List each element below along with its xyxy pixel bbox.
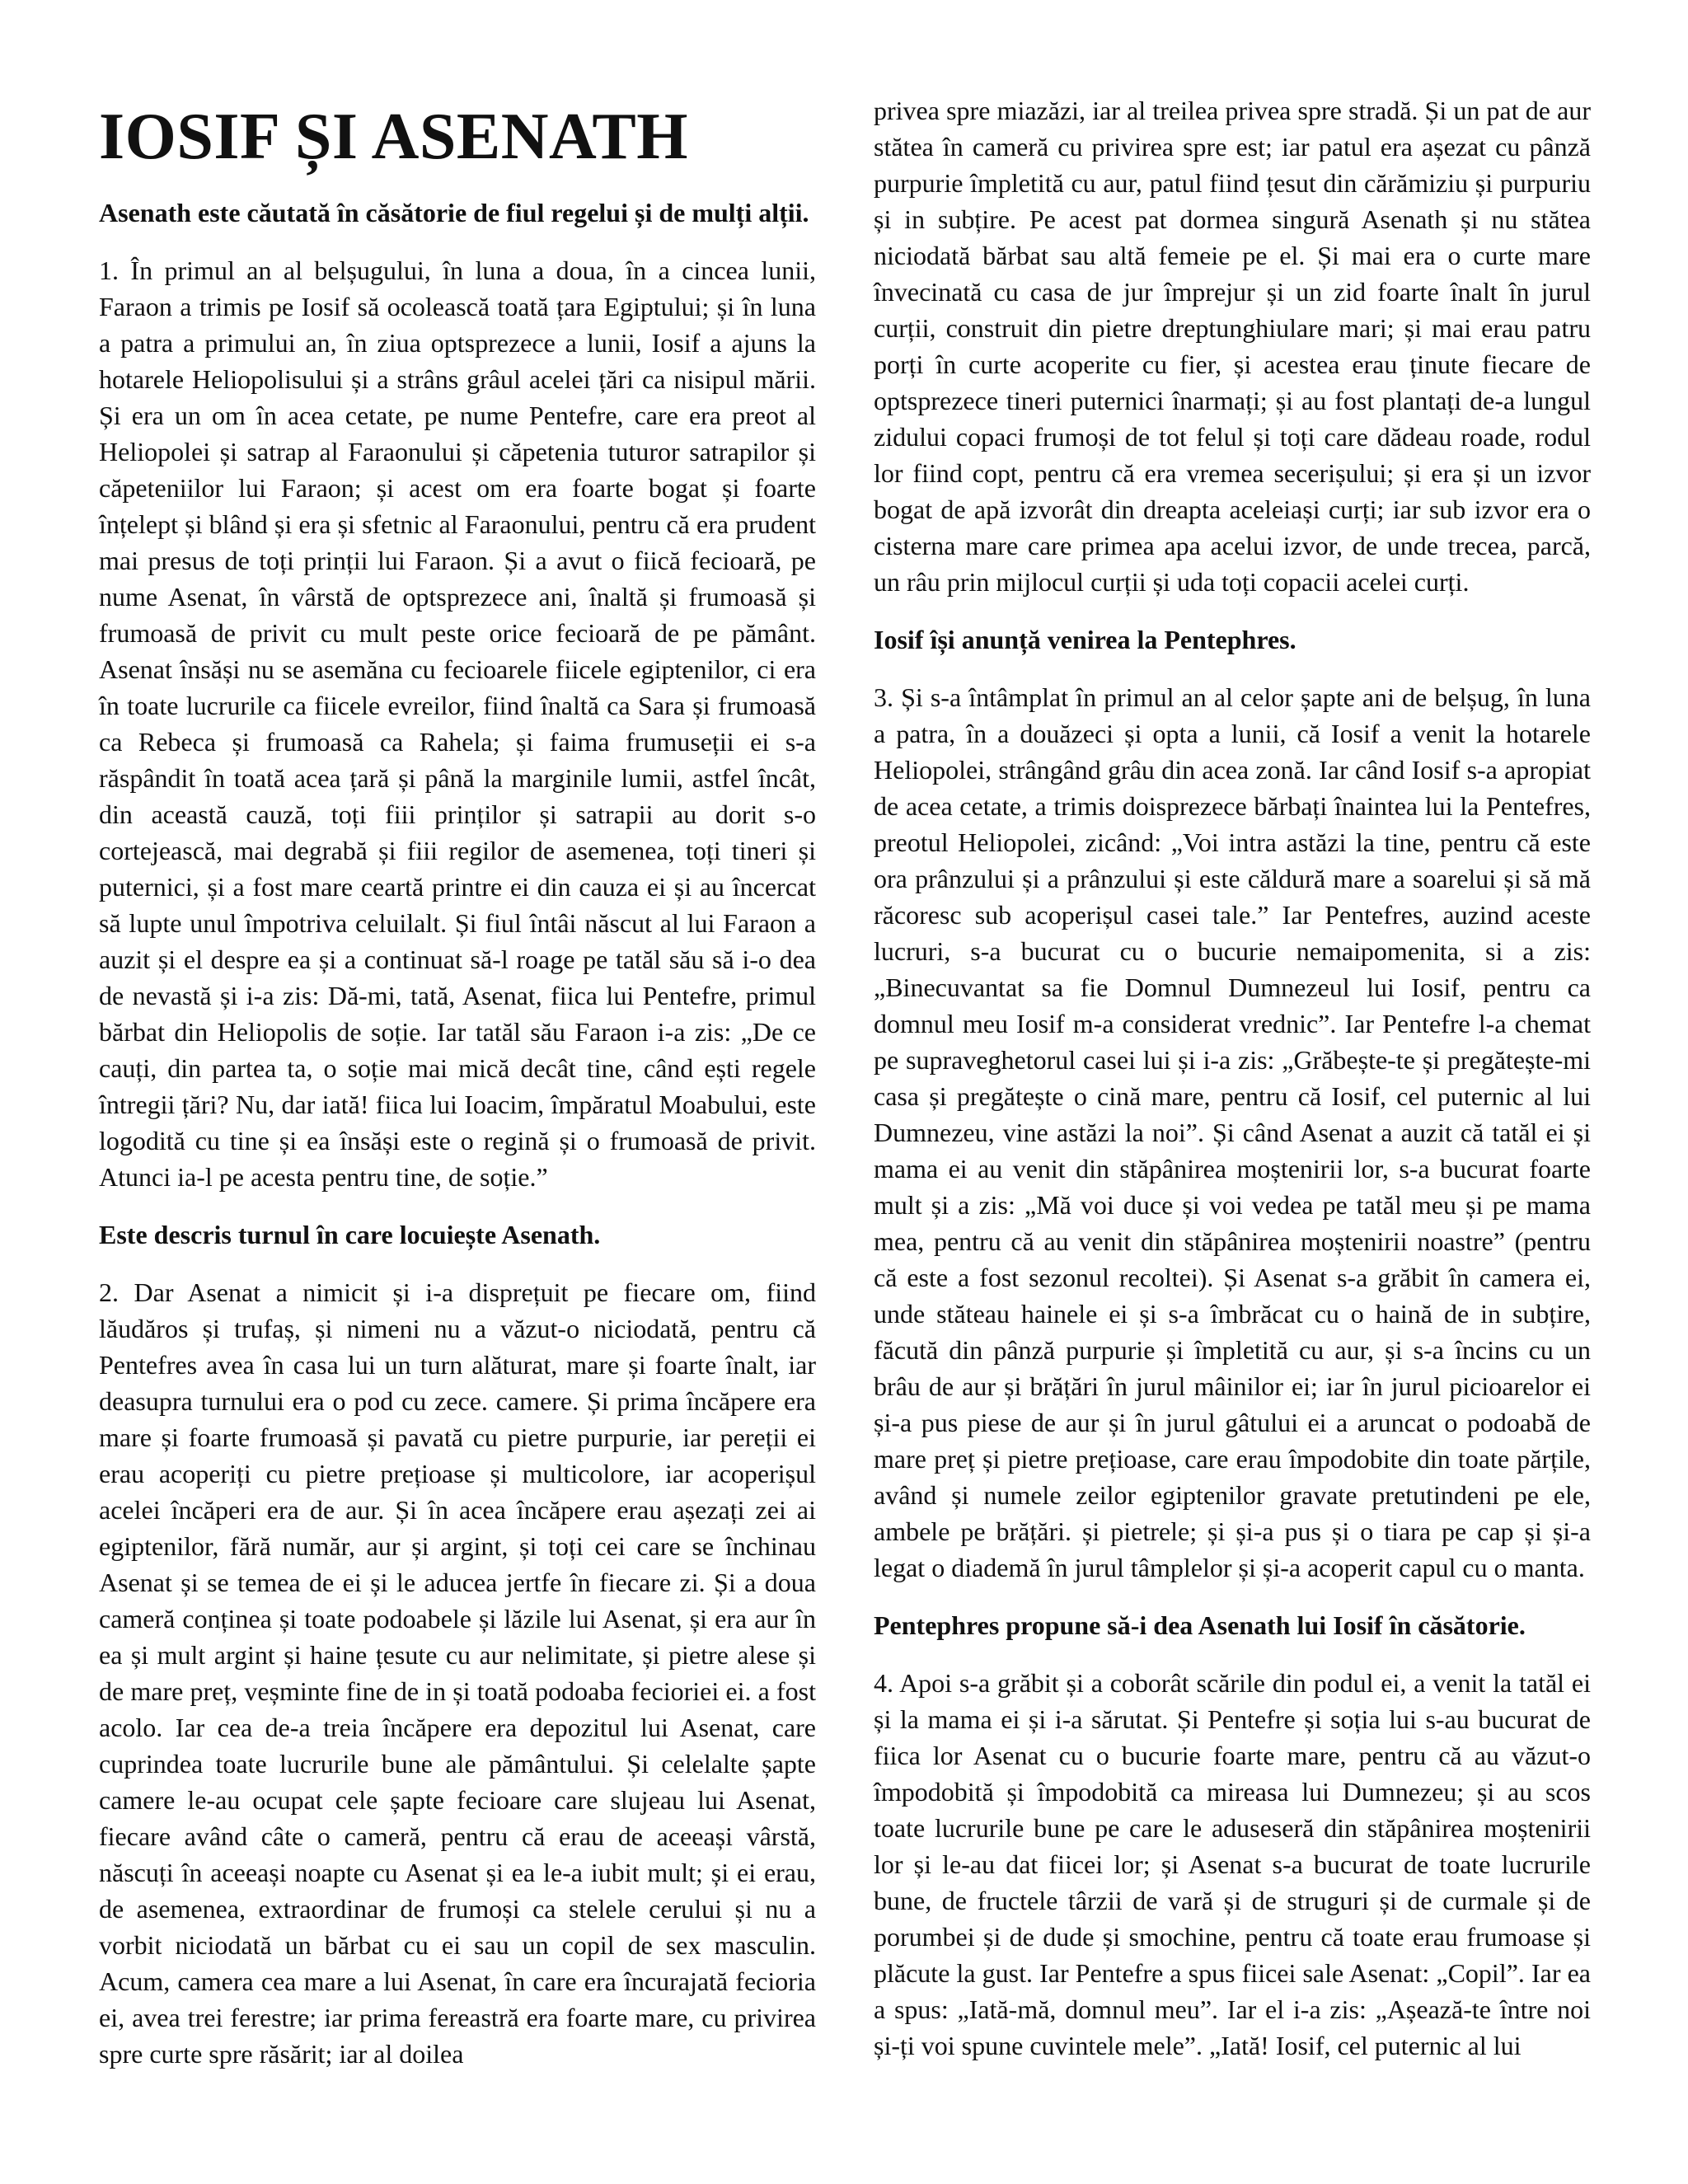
left-column — [99, 97, 816, 2158]
section-2-paragraph: 2. Dar Asenat a nimicit și i-a disprețuit pe fiecare om, fiind lăudăros și trufaș, și nimeni nu a văzut-o niciodată, pentru că Pentefres avea în casa lui un turn alăturat, mare și foarte înalt, iar deasupra turnului era o pod cu zece. camere. Și prima încăpere era mare și foarte frumoasă și pavată cu pietre purpurie, iar pereții ei erau acoperiți cu pietre prețioase și multicolore, iar acoperișul acelei încăperi era de aur. Și în acea încăpere erau așezați zei ai egiptenilor, fără număr, aur și argint, și toți cei care se închinau Asenat și se temea de ei și le aducea jertfe în fiecare zi. Și a doua cameră conținea și toate podoabele și lăzile lui Asenat, și era aur în ea și mult argint și haine țesute cu aur nelimitate, și pietre alese și de mare preț, veșminte fine de in și toată podoaba fecioriei ei. a fost acolo. Iar cea de-a treia încăpere era depozitul lui Asenat, care cuprindea toate lucrurile bune ale pământului. Și celelalte șapte camere le-au ocupat cele șapte fecioare care slujeau lui Asenat, fiecare având câte o cameră, pentru că erau de aceeași vârstă, născuți în aceeași noapte cu Asenat și ea le-a iubit mult; și ei erau, de asemenea, extraordinar de frumoși ca stelele cerului și nu a vorbit niciodată un bărbat cu ei sau un copil de sex masculin. Acum, camera cea mare a lui Asenat, în care era încurajată fecioria ei, avea trei ferestre; iar prima fereastră era foarte mare, cu privirea spre curte spre răsărit; iar al doilea — [99, 1277, 816, 2069]
section-1-heading: Asenath este căutată în căsătorie de fiul regelui și de mulți alții. — [99, 198, 809, 227]
section-1-paragraph: 1. În primul an al belșugului, în luna a doua, în a cincea lunii, Faraon a trimis pe Iosif să ocolească toată țara Egiptului; și în luna a patra a primului an, în ziua optsprezece a lunii, Iosif a ajuns la hotarele Heliopolisului și a strâns grâul acelei țări ca nisipul mării. Și era un om în acea cetate, pe nume Pentefre, care era preot al Heliopolei și satrap al Faraonului și căpetenia tuturor satrapilor și căpeteniilor lui Faraon; și acest om era foarte bogat și foarte înțelept și blând și era și sfetnic al Faraonului, pentru că era prudent mai presus de toți prinții lui Faraon. Și a avut o fiică fecioară, pe nume Asenat, în vârstă de optsprezece ani, înaltă și frumoasă și frumoasă de privit cu mult peste orice fecioară de pe pământ. Asenat însăși nu se asemăna cu fecioarele fiicele egiptenilor, ci era în toate lucrurile ca fiicele evreilor, fiind înaltă ca Sara și frumoasă ca Rebeca și frumoasă ca Rahela; și faima frumuseții ei s-a răspândit în toată acea țară și până la marginile lumii, astfel încât, din această cauză, toți fiii prinților și satrapii au dorit s-o cortejească, mai degrabă și fiii regilor de asemenea, toți tineri și puternici, și a fost mare ceartă printre ei din cauza ei și au încercat să lupte unul împotriva celuilalt. Și fiul întâi născut al lui Faraon a auzit și el despre ea și a continuat să-l roage pe tatăl său să i-o dea de nevastă și i-a zis: Dă-mi, tată, Asenat, fiica lui Pentefre, primul bărbat din Heliopolis de soție. Iar tatăl său Faraon i-a zis: „De ce cauți, din partea ta, o soție mai mică decât tine, când ești regele întregii țări? Nu, dar iată! fiica lui Ioacim, împăratul Moabului, este logodită cu tine și ea însăși este o regină și o frumoasă de privit. Atunci ia-l pe acesta pentru tine, de soție.” — [99, 255, 816, 1192]
document-page — [99, 97, 1591, 2158]
section-3-heading: Iosif își anunță venirea la Pentephres. — [874, 625, 1296, 654]
section-3-paragraph: 3. Și s-a întâmplat în primul an al celor șapte ani de belșug, în luna a patra, în a douăzeci și opta a lunii, că Iosif a venit la hotarele Heliopolei, strângând grâu din acea zonă. Iar când Iosif s-a apropiat de acea cetate, a trimis doisprezece bărbați înaintea lui la Pentefres, preotul Heliopolei, zicând: „Voi intra astăzi la tine, pentru că este ora prânzului și a prânzului și este căldură mare a soarelui și să mă răcoresc sub acoperișul casei tale.” Iar Pentefres, auzind aceste lucruri, s-a bucurat cu o bucurie nemaipomenita, si a zis: „Binecuvantat sa fie Domnul Dumnezeul lui Iosif, pentru ca domnul meu Iosif m-a considerat vrednic”. Iar Pentefre l-a chemat pe supraveghetorul casei lui și i-a zis: „Grăbește-te și pregătește-mi casa și pregătește o cină mare, pentru că Iosif, cel puternic al lui Dumnezeu, vine astăzi la noi”. Și când Asenat a auzit că tatăl ei și mama ei au venit din stăpânirea moștenirii lor, s-a bucurat foarte mult și a zis: „Mă voi duce și voi vedea pe tatăl meu și pe mama mea, pentru că au venit din stăpânirea moștenirii noastre” (pentru că este a fost sezonul recoltei). Și Asenat s-a grăbit în camera ei, unde stăteau hainele ei și s-a îmbrăcat cu o haină de in subțire, făcută din pânză purpurie și împletită cu aur, și s-a încins cu un brâu de aur și brățări în jurul mâinilor ei; iar în jurul picioarelor ei și-a pus piese de aur și în jurul gâtului ei a aruncat o podoabă de mare preț și pietre prețioase, care erau împodobite din toate părțile, având și numele zeilor egiptenilor gravate pretutindeni pe ele, ambele pe brățări. și pietrele; și și-a pus și o tiara pe cap și și-a legat o diademă în jurul tâmplelor și și-a acoperit capul cu o manta. — [874, 682, 1591, 1582]
section-2-heading: Este descris turnul în care locuiește Asenath. — [99, 1220, 601, 1249]
section-4-heading: Pentephres propune să-i dea Asenath lui Iosif în căsătorie. — [874, 1610, 1526, 1640]
section-4-paragraph: 4. Apoi s-a grăbit și a coborât scările din podul ei, a venit la tatăl ei și la mama ei și i-a sărutat. Și Pentefre și soția lui s-au bucurat de fiica lor Asenat cu o bucurie foarte mare, pentru că au văzut-o împodobită și împodobită ca mireasa lui Dumnezeu; și au scos toate lucrurile bune pe care le aduseseră din stăpânirea moștenirii lor și le-au dat fiicei lor; și Asenat s-a bucurat de toate lucrurile bune, de fructele târzii de vară și de struguri și de curmale și de porumbei și de dude și smochine, pentru că toate erau frumoase și plăcute la gust. Iar Pentefre a spus fiicei sale Asenat: „Copil”. Iar ea a spus: „Iată-mă, domnul meu”. Iar el i-a zis: „Așează-te între noi și-ți voi spune cuvintele mele”. „Iată! Iosif, cel puternic al lui — [874, 1668, 1591, 2060]
document-title: IOSIF ȘI ASENATH — [99, 101, 688, 173]
right-column — [874, 97, 1591, 2158]
section-2-paragraph-continued: privea spre miazăzi, iar al treilea privea spre stradă. Și un pat de aur stătea în cameră cu privirea spre est; iar patul era așezat cu pânză purpurie împletită cu aur, patul fiind țesut din cărămiziu și purpuriu și in subțire. Pe acest pat dormea singură Asenath și nu stătea niciodată bărbat sau altă femeie pe el. Și mai era o curte mare învecinată cu casa de jur împrejur și un zid foarte înalt în jurul curții, construit din pietre dreptunghiulare mari; și mai erau patru porți în curte acoperite cu fier, și acestea erau ținute fiecare de optsprezece tineri puternici înarmați; și au fost plantați de-a lungul zidului copaci frumoși de tot felul și toți care dădeau roade, rodul lor fiind copt, pentru că era vremea secerișului; și era și un izvor bogat de apă izvorât din dreapta aceleiași curți; iar sub izvor era o cisterna mare care primea apa acelui izvor, de unde trecea, parcă, un râu prin mijlocul curții și uda toți copacii acelei curți. — [874, 96, 1591, 597]
